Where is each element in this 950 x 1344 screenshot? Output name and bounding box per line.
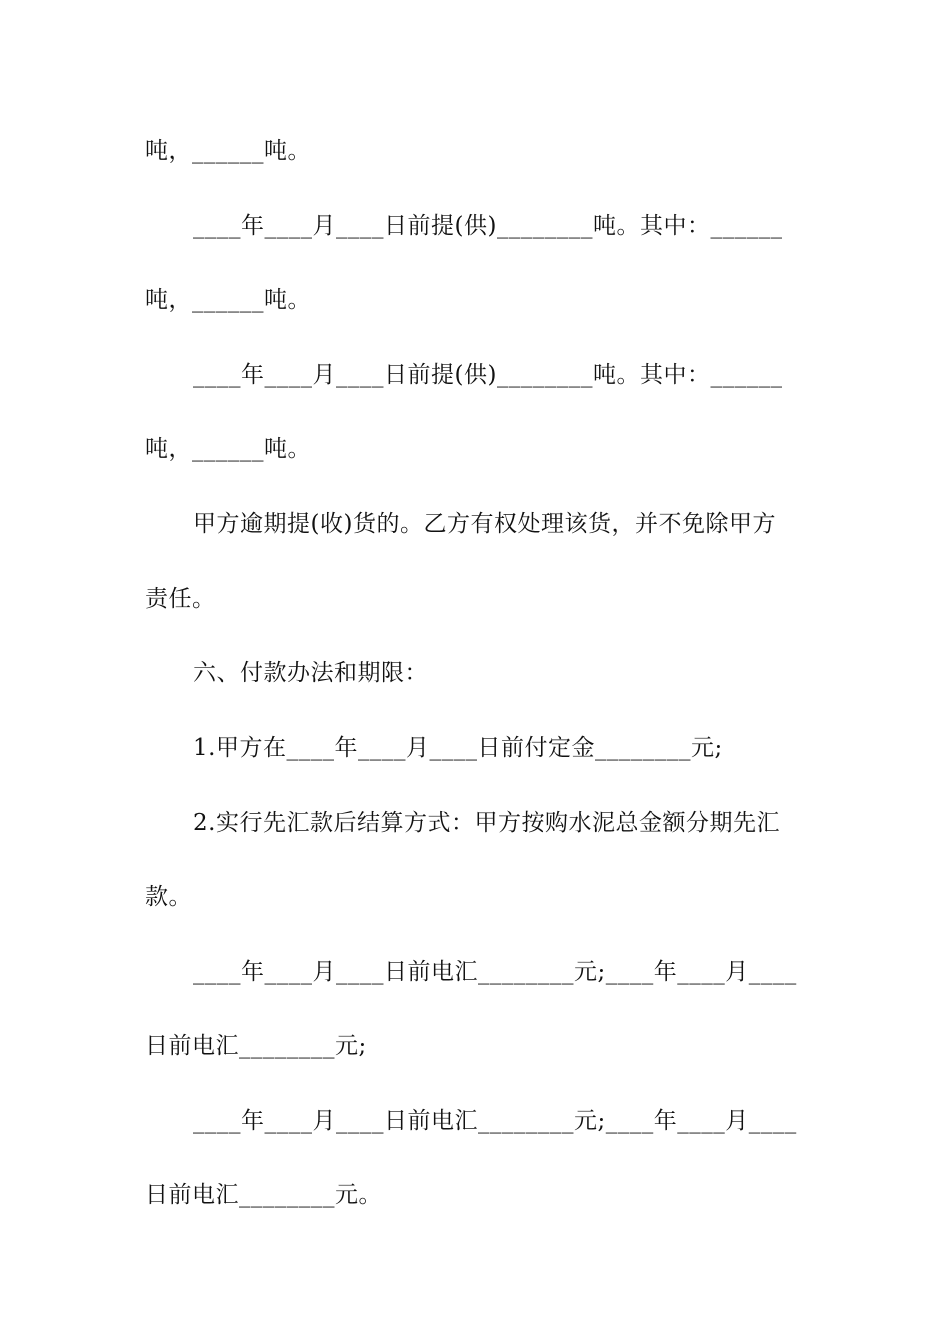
text-line-prepayment-method: 2.实行先汇款后结算方式：甲方按购水泥总金额分期先汇 [193,810,780,836]
text-line-wire-schedule-1: ____年____月____日前电汇________元;____年____月____ [193,959,797,985]
text-line-tonnage-cont-1: 吨，______吨。 [145,138,311,164]
text-line-wire-schedule-2: ____年____月____日前电汇________元;____年____月____ [193,1108,797,1134]
text-line-wire-schedule-2-end: 日前电汇________元。 [145,1182,382,1208]
section-heading-payment: 六、付款办法和期限： [193,660,428,686]
text-line-deposit: 1.甲方在____年____月____日前付定金________元; [193,735,723,761]
text-line-delivery-date-1: ____年____月____日前提(供)________吨。其中：______ [193,213,783,239]
text-line-overdue-clause: 甲方逾期提(收)货的。乙方有权处理该货，并不免除甲方 [193,511,776,537]
text-line-overdue-clause-end: 责任。 [145,586,216,612]
text-line-prepayment-method-end: 款。 [145,884,192,910]
text-line-delivery-date-2: ____年____月____日前提(供)________吨。其中：______ [193,362,783,388]
text-line-tonnage-cont-3: 吨，______吨。 [145,436,311,462]
text-line-tonnage-cont-2: 吨，______吨。 [145,287,311,313]
text-line-wire-schedule-1-end: 日前电汇________元; [145,1033,367,1059]
